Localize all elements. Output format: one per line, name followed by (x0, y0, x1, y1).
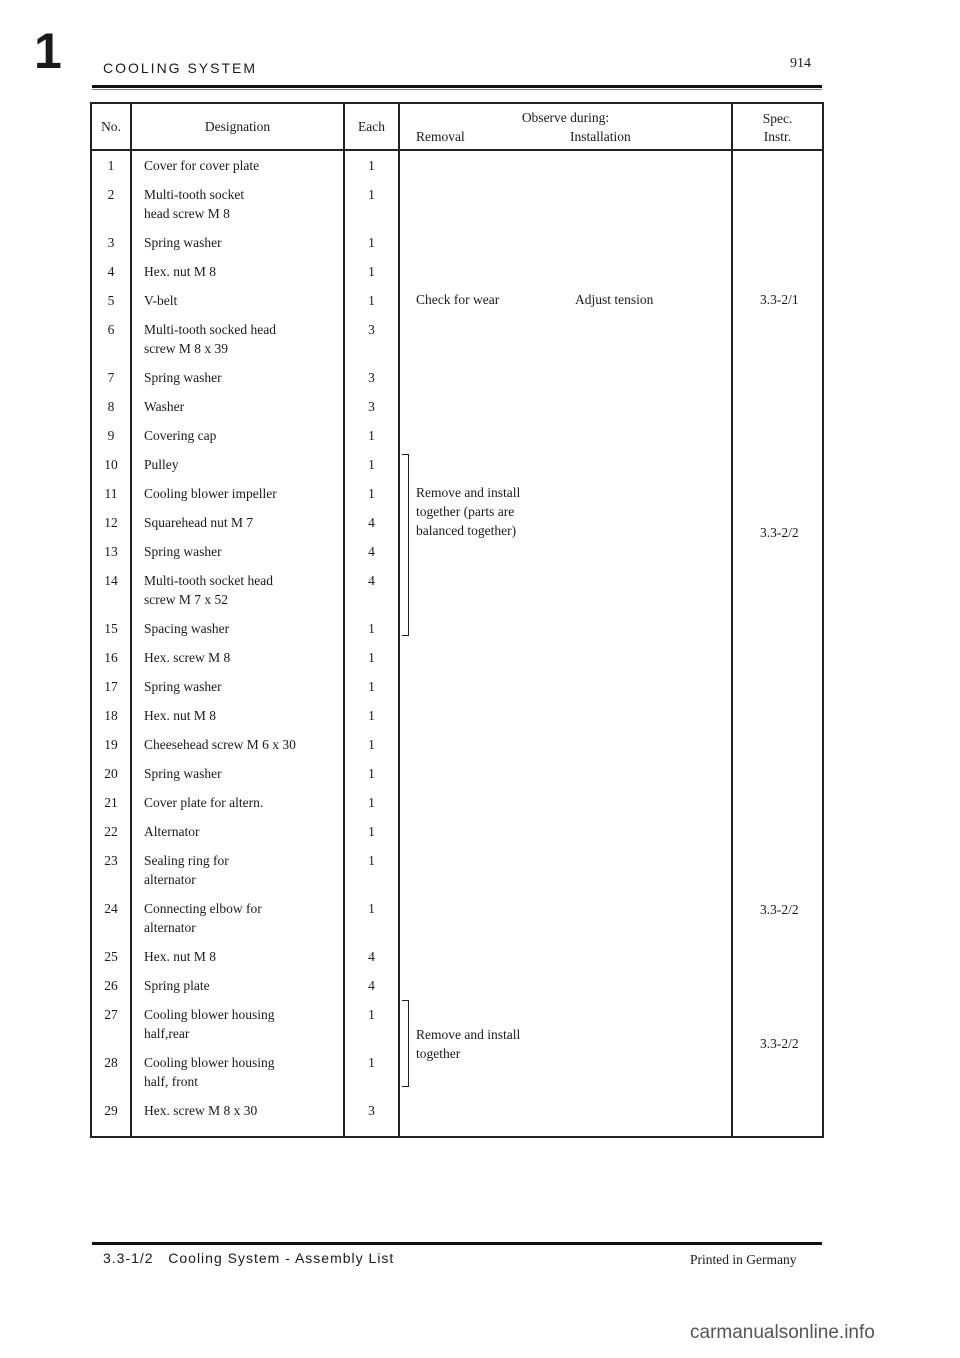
item-designation: Hex. nut M 8 (131, 942, 344, 971)
spec-cell (732, 150, 823, 180)
item-designation: Cheesehead screw M 6 x 30 (131, 730, 344, 759)
item-number: 27 (91, 1000, 131, 1048)
table-row (91, 701, 823, 730)
item-quantity: 4 (344, 971, 399, 1000)
item-quantity: 1 (344, 894, 399, 942)
item-number: 11 (91, 479, 131, 508)
table-row (91, 363, 823, 392)
item-quantity: 1 (344, 1000, 399, 1048)
item-designation: Hex. nut M 8 (131, 701, 344, 730)
item-designation: Spring washer (131, 537, 344, 566)
spec-ref-group-10-15: 3.3-2/2 (760, 525, 799, 540)
item-number: 2 (91, 180, 131, 228)
item-designation: Spacing washer (131, 614, 344, 643)
observe-cell (399, 450, 732, 479)
observe-cell (399, 614, 732, 643)
item-designation: V-belt (131, 286, 344, 315)
observe-cell (399, 1096, 732, 1137)
table-row (91, 421, 823, 450)
item-designation: Cover for cover plate (131, 150, 344, 180)
spec-ref-row24: 3.3-2/2 (760, 902, 799, 917)
item-designation: Hex. nut M 8 (131, 257, 344, 286)
item-number: 9 (91, 421, 131, 450)
footer-printed: Printed in Germany (690, 1252, 797, 1267)
item-quantity: 3 (344, 363, 399, 392)
spec-cell (732, 479, 823, 508)
item-number: 7 (91, 363, 131, 392)
observe-cell (399, 759, 732, 788)
item-number: 15 (91, 614, 131, 643)
table-row (91, 730, 823, 759)
spec-cell (732, 566, 823, 614)
item-designation: Connecting elbow for alternator (131, 894, 344, 942)
note-check-for-wear: Check for wear (416, 292, 500, 307)
item-quantity: 4 (344, 566, 399, 614)
column-header-each: Each (344, 103, 399, 150)
item-quantity: 1 (344, 846, 399, 894)
item-quantity: 1 (344, 150, 399, 180)
spec-cell (732, 1096, 823, 1137)
spec-cell (732, 643, 823, 672)
item-number: 16 (91, 643, 131, 672)
item-number: 14 (91, 566, 131, 614)
table-row (91, 672, 823, 701)
footer-rule (92, 1242, 822, 1245)
item-number: 22 (91, 817, 131, 846)
item-designation: Cooling blower impeller (131, 479, 344, 508)
item-number: 10 (91, 450, 131, 479)
note-adjust-tension: Adjust tension (575, 292, 654, 307)
item-quantity: 4 (344, 537, 399, 566)
table-row (91, 228, 823, 257)
instr-label: Instr. (763, 129, 792, 144)
item-designation: Multi-tooth socket head screw M 8 (131, 180, 344, 228)
observe-cell (399, 971, 732, 1000)
item-designation: Squarehead nut M 7 (131, 508, 344, 537)
item-number: 24 (91, 894, 131, 942)
section-number: 1 (34, 23, 62, 79)
spec-cell (732, 788, 823, 817)
item-number: 5 (91, 286, 131, 315)
header-rule-thin (92, 89, 822, 90)
spec-cell (732, 180, 823, 228)
item-designation: Spring washer (131, 228, 344, 257)
observe-cell (399, 180, 732, 228)
spec-cell (732, 363, 823, 392)
table-row (91, 846, 823, 894)
spec-cell (732, 701, 823, 730)
installation-label: Installation (570, 129, 631, 144)
item-quantity: 1 (344, 257, 399, 286)
spec-label: Spec. (762, 111, 793, 126)
item-quantity: 1 (344, 701, 399, 730)
item-quantity: 1 (344, 421, 399, 450)
removal-label: Removal (416, 129, 465, 144)
spec-cell (732, 257, 823, 286)
spec-cell (732, 971, 823, 1000)
item-quantity: 1 (344, 180, 399, 228)
item-number: 18 (91, 701, 131, 730)
table-row (91, 392, 823, 421)
item-quantity: 1 (344, 759, 399, 788)
table-row (91, 817, 823, 846)
observe-cell (399, 421, 732, 450)
item-designation: Spring washer (131, 759, 344, 788)
item-number: 4 (91, 257, 131, 286)
table-header-row (91, 103, 823, 150)
item-designation: Hex. screw M 8 x 30 (131, 1096, 344, 1137)
observe-cell (399, 537, 732, 566)
item-number: 20 (91, 759, 131, 788)
spec-cell (732, 614, 823, 643)
table-row (91, 894, 823, 942)
table-row (91, 150, 823, 180)
item-quantity: 3 (344, 315, 399, 363)
item-designation: Cooling blower housing half, front (131, 1048, 344, 1096)
item-number: 3 (91, 228, 131, 257)
item-quantity: 3 (344, 1096, 399, 1137)
item-designation: Multi-tooth socked head screw M 8 x 39 (131, 315, 344, 363)
item-designation: Spring washer (131, 672, 344, 701)
page-title: COOLING SYSTEM (103, 60, 258, 76)
item-designation: Sealing ring for alternator (131, 846, 344, 894)
assembly-table (90, 102, 824, 1138)
item-designation: Spring washer (131, 363, 344, 392)
item-number: 13 (91, 537, 131, 566)
column-header-observe (399, 103, 732, 150)
observe-cell (399, 817, 732, 846)
spec-cell (732, 228, 823, 257)
spec-ref-group-27-28: 3.3-2/2 (760, 1036, 799, 1051)
item-designation: Washer (131, 392, 344, 421)
observe-cell (399, 257, 732, 286)
observe-cell (399, 672, 732, 701)
footer-doc-ref: 3.3-1/2 Cooling System - Assembly List (103, 1250, 395, 1266)
item-quantity: 1 (344, 817, 399, 846)
table-row (91, 643, 823, 672)
spec-cell (732, 817, 823, 846)
spec-cell (732, 421, 823, 450)
item-number: 23 (91, 846, 131, 894)
item-number: 8 (91, 392, 131, 421)
table-row (91, 759, 823, 788)
item-quantity: 1 (344, 730, 399, 759)
item-number: 19 (91, 730, 131, 759)
observe-cell (399, 894, 732, 942)
table-row (91, 257, 823, 286)
observe-cell (399, 566, 732, 614)
table-row (91, 788, 823, 817)
item-quantity: 1 (344, 643, 399, 672)
watermark: carmanualsonline.info (690, 1322, 875, 1343)
spec-cell (732, 846, 823, 894)
observe-cell (399, 150, 732, 180)
column-header-no: No. (91, 103, 131, 150)
observe-cell (399, 228, 732, 257)
item-number: 29 (91, 1096, 131, 1137)
item-number: 21 (91, 788, 131, 817)
spec-cell (732, 730, 823, 759)
item-quantity: 1 (344, 479, 399, 508)
observe-cell (399, 315, 732, 363)
spec-cell (732, 392, 823, 421)
item-designation: Spring plate (131, 971, 344, 1000)
item-designation: Pulley (131, 450, 344, 479)
item-quantity: 4 (344, 508, 399, 537)
spec-ref-row5: 3.3-2/1 (760, 292, 799, 307)
item-quantity: 1 (344, 228, 399, 257)
spec-cell (732, 942, 823, 971)
item-designation: Alternator (131, 817, 344, 846)
observe-cell (399, 392, 732, 421)
observe-cell (399, 942, 732, 971)
table-row (91, 566, 823, 614)
bracket-group-10-15 (402, 454, 409, 636)
table-row (91, 180, 823, 228)
column-header-designation: Designation (131, 103, 344, 150)
table-row (91, 315, 823, 363)
item-number: 12 (91, 508, 131, 537)
table-row (91, 614, 823, 643)
item-designation: Cover plate for altern. (131, 788, 344, 817)
note-remove-install-balanced: Remove and install together (parts are balanced together) (416, 485, 521, 538)
table-row (91, 450, 823, 479)
item-number: 6 (91, 315, 131, 363)
observe-cell (399, 730, 732, 759)
spec-cell (732, 450, 823, 479)
spec-cell (732, 672, 823, 701)
observe-cell (399, 788, 732, 817)
table-row (91, 942, 823, 971)
item-quantity: 4 (344, 942, 399, 971)
item-designation: Hex. screw M 8 (131, 643, 344, 672)
item-quantity: 1 (344, 788, 399, 817)
observe-cell (399, 846, 732, 894)
item-quantity: 1 (344, 1048, 399, 1096)
observe-cell (399, 643, 732, 672)
item-number: 17 (91, 672, 131, 701)
bracket-group-27-28 (402, 1000, 409, 1087)
item-quantity: 1 (344, 450, 399, 479)
column-header-spec (732, 103, 823, 150)
item-quantity: 1 (344, 286, 399, 315)
table-row (91, 971, 823, 1000)
item-number: 28 (91, 1048, 131, 1096)
spec-cell (732, 759, 823, 788)
item-designation: Multi-tooth socket head screw M 7 x 52 (131, 566, 344, 614)
item-designation: Cooling blower housing half,rear (131, 1000, 344, 1048)
observe-during-label: Observe during: (521, 110, 610, 125)
item-quantity: 3 (344, 392, 399, 421)
item-number: 26 (91, 971, 131, 1000)
spec-cell (732, 1048, 823, 1096)
header-rule (92, 85, 822, 88)
item-designation: Covering cap (131, 421, 344, 450)
observe-cell (399, 701, 732, 730)
item-quantity: 1 (344, 672, 399, 701)
table-row (91, 537, 823, 566)
item-number: 25 (91, 942, 131, 971)
table-row (91, 1096, 823, 1137)
page-number: 914 (790, 56, 811, 71)
item-number: 1 (91, 150, 131, 180)
item-quantity: 1 (344, 614, 399, 643)
note-remove-install-together: Remove and install together (416, 1027, 521, 1061)
observe-cell (399, 363, 732, 392)
spec-cell (732, 315, 823, 363)
